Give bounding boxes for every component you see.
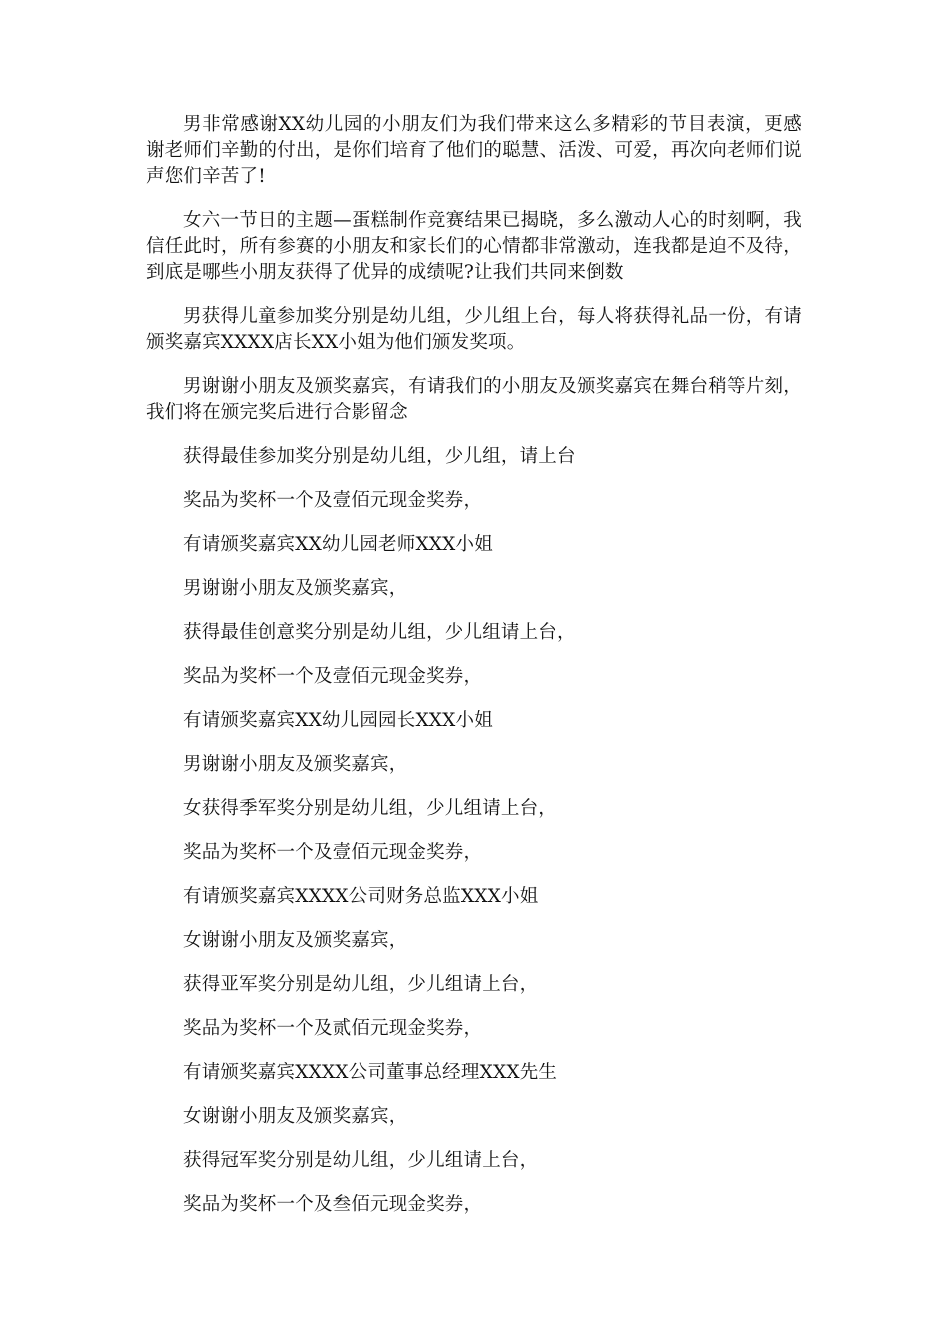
paragraph-line: 有请颁奖嘉宾XX幼儿园老师XXX小姐	[183, 534, 493, 555]
paragraph-line: 有请颁奖嘉宾XX幼儿园园长XXX小姐	[183, 710, 493, 731]
paragraph-line: 男谢谢小朋友及颁奖嘉宾，	[183, 578, 408, 599]
paragraph-line: 有请颁奖嘉宾XXXX公司财务总监XXX小姐	[183, 886, 539, 907]
paragraph-line: 有请颁奖嘉宾XXXX公司董事总经理XXX先生	[183, 1062, 558, 1083]
paragraph-line: 奖品为奖杯一个及壹佰元现金奖券，	[183, 842, 483, 863]
paragraph-line: 获得最佳参加奖分别是幼儿组，少儿组，请上台	[183, 446, 576, 467]
paragraph-line: 获得最佳创意奖分别是幼儿组，少儿组请上台，	[183, 622, 576, 643]
paragraph-line: 女获得季军奖分别是幼儿组，少儿组请上台，	[183, 798, 558, 819]
paragraph-line: 奖品为奖杯一个及贰佰元现金奖券，	[183, 1018, 483, 1039]
paragraph-group-photo: 男谢谢小朋友及颁奖嘉宾，有请我们的小朋友及颁奖嘉宾在舞台稍等片刻，我们将在颁完奖后进行合影留念	[146, 376, 802, 423]
paragraph-cake-contest: 女六一节日的主题—蛋糕制作竞赛结果已揭晓，多么激动人心的时刻啊，我信任此时，所有参赛的小朋友和家长们的心情都非常激动，连我都是迫不及待，到底是哪些小朋友获得了优异的成绩呢?让我们共同来倒数	[146, 210, 802, 283]
paragraph-thanks-kindergarten: 男非常感谢XX幼儿园的小朋友们为我们带来这么多精彩的节目表演，更感谢老师们辛勤的付出，是你们培育了他们的聪慧、活泼、可爱，再次向老师们说声您们辛苦了!	[146, 114, 802, 187]
paragraph-line: 男谢谢小朋友及颁奖嘉宾，	[183, 754, 408, 775]
paragraph-line: 奖品为奖杯一个及叁佰元现金奖券，	[183, 1194, 483, 1215]
paragraph-participation-award: 男获得儿童参加奖分别是幼儿组，少儿组上台，每人将获得礼品一份，有请颁奖嘉宾XXXX店长XX小姐为他们颁发奖项。	[146, 306, 802, 353]
paragraph-line: 女谢谢小朋友及颁奖嘉宾，	[183, 930, 408, 951]
paragraph-line: 获得亚军奖分别是幼儿组，少儿组请上台，	[183, 974, 539, 995]
paragraph-line: 获得冠军奖分别是幼儿组，少儿组请上台，	[183, 1150, 539, 1171]
paragraph-line: 女谢谢小朋友及颁奖嘉宾，	[183, 1106, 408, 1127]
paragraph-line: 奖品为奖杯一个及壹佰元现金奖券，	[183, 666, 483, 687]
paragraph-line: 奖品为奖杯一个及壹佰元现金奖券，	[183, 490, 483, 511]
